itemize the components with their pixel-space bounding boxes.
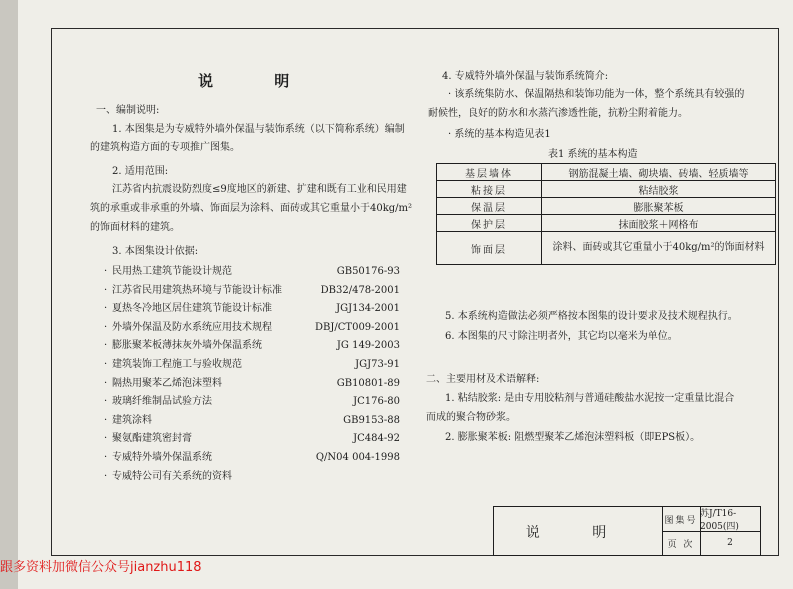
atlas-number-value: 苏J/T16-2005(四) (700, 509, 739, 532)
p4-line3: · 系统的基本构造见表1 (448, 129, 551, 140)
layer-name: 粘接层 (437, 181, 542, 198)
standard-code: DB32/478-2001 (320, 284, 400, 296)
atlas-number-label: 图集号 (662, 507, 701, 531)
title-block (493, 506, 761, 556)
table-row (437, 198, 776, 215)
standard-name-text: 专威特外墙外保温系统 (112, 452, 212, 463)
table-row (437, 232, 776, 265)
bullet-icon: · (104, 377, 108, 389)
standard-name-text: 建筑装饰工程施工与验收规范 (112, 359, 242, 370)
standard-name-text: 隔热用聚苯乙烯泡沫塑料 (112, 377, 222, 389)
section2-heading: 二、主要用材及术语解释: (426, 374, 540, 385)
standard-name-text: 夏热冬冷地区居住建筑节能设计标准 (112, 303, 272, 315)
bullet-icon: · (104, 303, 108, 315)
bullet-icon: · (104, 396, 108, 408)
standard-code: GB50176-93 (336, 266, 400, 277)
layer-name: 基层墙体 (437, 164, 542, 181)
table-row (437, 164, 776, 181)
system-construction-table (436, 163, 776, 265)
standard-code: GB10801-89 (336, 377, 400, 389)
bullet-icon: · (104, 340, 108, 352)
standard-code: GB9153-88 (343, 414, 400, 426)
layer-material: 粘结胶浆 (542, 181, 776, 198)
layer-material: 钢筋混凝土墙、砌块墙、砖墙、轻质墙等 (542, 164, 776, 181)
watermark-text: 跟多资料加微信公众号jianzhu118 (0, 560, 202, 575)
title-block-title-cell (494, 507, 663, 555)
sec2-p2-text: 2. 膨胀聚苯板: 阻燃型聚苯乙烯泡沫塑料板（即EPS板）。 (445, 432, 701, 443)
section1-heading: 一、编制说明: (96, 105, 160, 116)
standard-name-text: 江苏省民用建筑热环境与节能设计标准 (112, 284, 282, 296)
title-block-title: 说 明 (525, 525, 631, 541)
standard-code: JC484-92 (353, 433, 400, 445)
bullet-icon: · (104, 452, 108, 463)
sec1-p3-heading: 3. 本图集设计依据: (112, 246, 199, 257)
page-number-label: 页 次 (662, 531, 701, 555)
sec1-p2-line3: 的饰面材料的建筑。 (90, 222, 180, 233)
layer-name: 保温层 (437, 198, 542, 215)
standard-code: JGJ73-91 (355, 359, 400, 370)
page-number-row (662, 531, 760, 555)
page-number-value: 2 (727, 538, 733, 548)
table-row (437, 181, 776, 198)
standard-name (104, 414, 152, 427)
table-row (437, 215, 776, 232)
sec2-p1-line1: 1. 粘结胶浆: 是由专用胶粘剂与普通硅酸盐水泥按一定重量比混合 (445, 393, 735, 404)
atlas-number-row (662, 507, 760, 532)
bullet-icon: · (104, 470, 108, 482)
bullet-icon: · (104, 433, 108, 445)
layer-name: 保护层 (437, 215, 542, 232)
standard-code: JGJ134-2001 (336, 303, 400, 315)
standard-code: JC176-80 (353, 396, 400, 408)
sec1-p1-line2: 的建筑构造方面的专项推广图集。 (90, 142, 240, 153)
sec1-p2-line2: 筑的承重或非承重的外墙、饰面层为涂料、面砖或其它重量小于40kg/m² (90, 203, 413, 214)
sec2-p1-line2: 而成的聚合物砂浆。 (426, 412, 516, 423)
standard-name-text: 聚氨酯建筑密封膏 (112, 433, 192, 445)
standard-name-text: 建筑涂料 (112, 414, 152, 426)
bullet-icon: · (104, 414, 108, 426)
standard-name-text: 玻璃纤维制品试验方法 (112, 396, 212, 408)
standard-name (104, 358, 242, 371)
p4-line1: · 该系统集防水、保温隔热和装饰功能为一体，整个系统具有较强的 (448, 89, 745, 100)
table-caption: 表1 系统的基本构造 (548, 149, 638, 160)
bullet-icon: · (104, 359, 108, 370)
standard-name (104, 395, 212, 408)
p4-heading: 4. 专威特外墙外保温与装饰系统简介: (442, 71, 609, 82)
standard-name-text: 外墙外保温及防水系统应用技术规程 (112, 321, 272, 333)
standard-code: Q/N04 004-1998 (315, 452, 400, 463)
p6-text: 6. 本图集的尺寸除注明者外，其它均以毫米为单位。 (445, 331, 678, 342)
standard-code: JG 149-2003 (336, 340, 400, 352)
standard-name (104, 470, 232, 483)
page-title: 说 明 (198, 72, 318, 90)
p4-line2: 耐候性，良好的防水和水蒸汽渗透性能，抗粉尘附着能力。 (428, 108, 688, 119)
standard-name-text: 民用热工建筑节能设计规范 (112, 266, 232, 277)
sec1-p2-line1: 江苏省内抗震设防烈度≤9度地区的新建、扩建和既有工业和民用建 (112, 184, 407, 195)
sec1-p1-line1: 1. 本图集是为专威特外墙外保温与装饰系统（以下简称系统）编制 (112, 124, 405, 135)
standard-name-text: 膨胀聚苯板薄抹灰外墙外保温系统 (112, 340, 262, 352)
p5-text: 5. 本系统构造做法必须严格按本图集的设计要求及技术规程执行。 (445, 311, 738, 322)
bullet-icon: · (104, 321, 108, 333)
bullet-icon: · (104, 266, 108, 277)
standard-name (104, 377, 222, 390)
standard-name-text: 专威特公司有关系统的资料 (112, 470, 232, 482)
standard-name (104, 451, 212, 464)
standard-code: DBJ/CT009-2001 (315, 321, 400, 333)
layer-material: 膨胀聚苯板 (542, 198, 776, 215)
standard-name (104, 302, 272, 315)
standard-name (104, 265, 232, 278)
standard-name (104, 284, 282, 297)
layer-material: 抹面胶浆＋网格布 (542, 215, 776, 232)
standard-name (104, 321, 272, 334)
standard-name (104, 339, 262, 352)
layer-name: 饰面层 (437, 232, 542, 265)
drawing-sheet (18, 0, 793, 589)
layer-material: 涂料、面砖或其它重量小于40kg/m²的饰面材料 (542, 232, 776, 265)
sec1-p2-heading: 2. 适用范围: (112, 166, 169, 177)
bullet-icon: · (104, 284, 108, 296)
standard-name (104, 432, 192, 445)
